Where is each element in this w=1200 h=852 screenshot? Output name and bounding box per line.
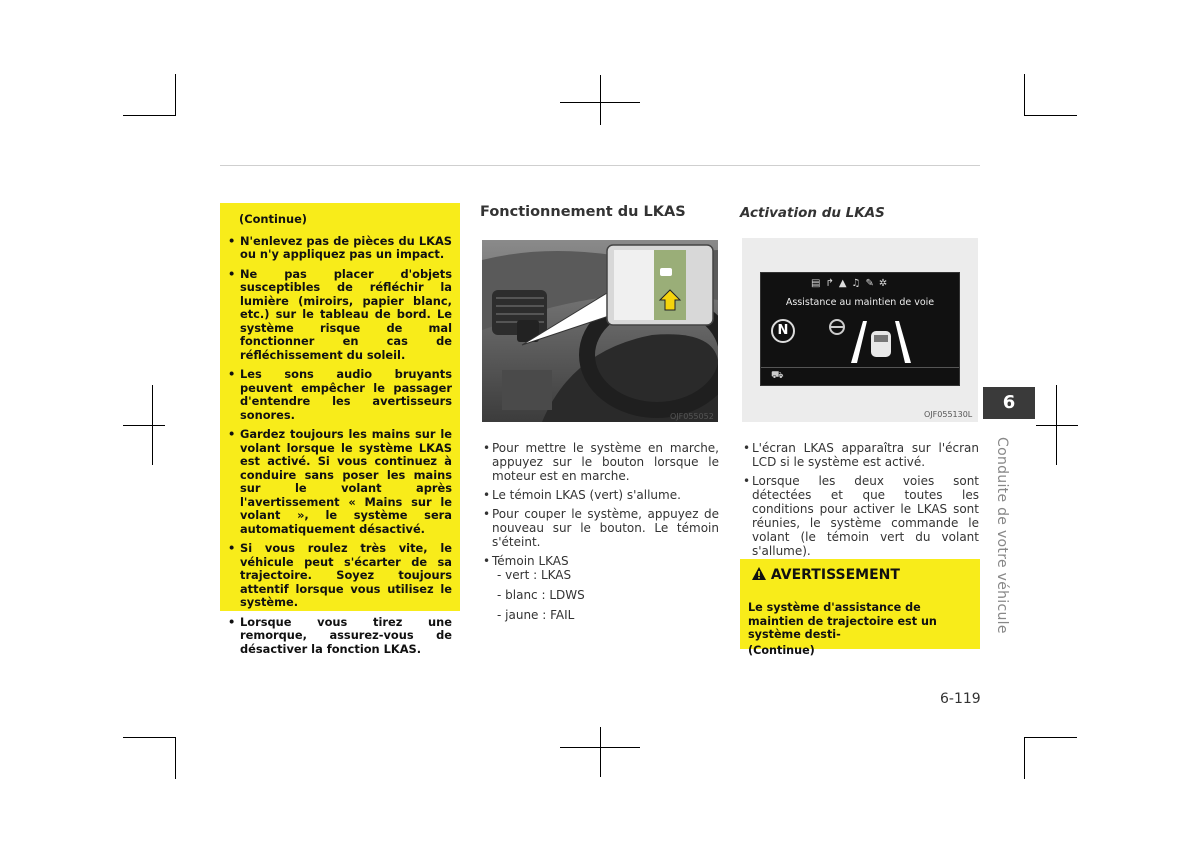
warning-item: • Les sons audio bruyants peuvent empêcher le passager d'entendre les avertisseurs sonores. [228,368,452,422]
operation-list [481,441,719,628]
image-caption-lcd: OJF055130L [924,410,973,419]
warning-item: • N'enlevez pas de pièces du LKAS ou n'y appliquez pas un impact. [228,235,452,262]
dashboard-illustration [482,240,718,422]
list-item: • Le témoin LKAS (vert) s'allume. [481,488,719,502]
continue-label: (Continue) [239,212,307,226]
lane-car-icon [841,315,921,365]
chapter-tab: 6 [983,387,1035,419]
warning-item: • Gardez toujours les mains sur le volant lorsque le système LKAS est activé. Si vous continuez à conduire sans poser les mains sur le volant après l'avertissement « Mains sur le volant », le système sera automatiquement désactivé. [228,428,452,536]
warning-list [228,235,452,657]
lcd-menu-icons: ▤↱▲♫✎✲ [811,278,893,289]
warning-body [748,601,974,657]
warning-triangle-icon [752,567,766,580]
gear-indicator: N [771,319,795,343]
warning-title [752,567,900,583]
list-item: • L'écran LKAS apparaîtra sur l'écran LCD si le système est activé. [741,441,979,469]
lcd-title: Assistance au maintien de voie [785,297,935,308]
list-item: • Pour couper le système, appuyez de nouveau sur le bouton. Le témoin s'éteint. [481,507,719,549]
section-heading-activation: Activation du LKAS [740,205,885,221]
warning-box [740,559,980,657]
warning-continued-box [220,203,460,656]
activation-list [741,441,979,563]
warning-text: Le système d'assistance de maintien de trajectoire est un système desti- [748,601,937,641]
list-item: • Témoin LKAS [481,554,719,568]
list-item: • Lorsque les deux voies sont détectées et que toutes les conditions pour activer le LKAS sont réunies, le système commande le volant (le témoin vert du volant s'allume). [741,474,979,558]
warning-item: • Ne pas placer d'objets susceptibles de réfléchir la lumière (miroirs, papier blanc, etc.) sur le tableau de bord. Le système risque de mal fonctionner en cas de réfléchissement du soleil. [228,268,452,363]
warning-item: • Si vous roulez très vite, le véhicule peut s'écarter de sa trajectoire. Soyez toujours attentif lorsque vous utilisez le système. [228,542,452,610]
dashboard-photo [482,240,718,422]
warning-item: • Lorsque vous tirez une remorque, assurez-vous de désactiver la fonction LKAS. [228,616,452,657]
lcd-screen [760,272,960,386]
sub-item-white: - blanc : LDWS [497,588,585,602]
list-item: • Pour mettre le système en marche, appuyez sur le bouton lorsque le moteur est en marche. [481,441,719,483]
sub-item-green: - vert : LKAS [497,568,572,582]
page-number: 6-119 [940,691,981,707]
warning-title-text: AVERTISSEMENT [770,567,900,583]
lkas-status-icon: ⛟ [771,370,784,381]
sub-item-yellow: - jaune : FAIL [497,608,575,622]
header-rule [220,165,980,166]
chapter-title: Conduite de votre véhicule [994,437,1010,634]
section-heading-operation: Fonctionnement du LKAS [480,204,686,220]
image-caption-dashboard: OJF055052 [670,412,714,421]
warning-continue: (Continue) [748,643,815,657]
